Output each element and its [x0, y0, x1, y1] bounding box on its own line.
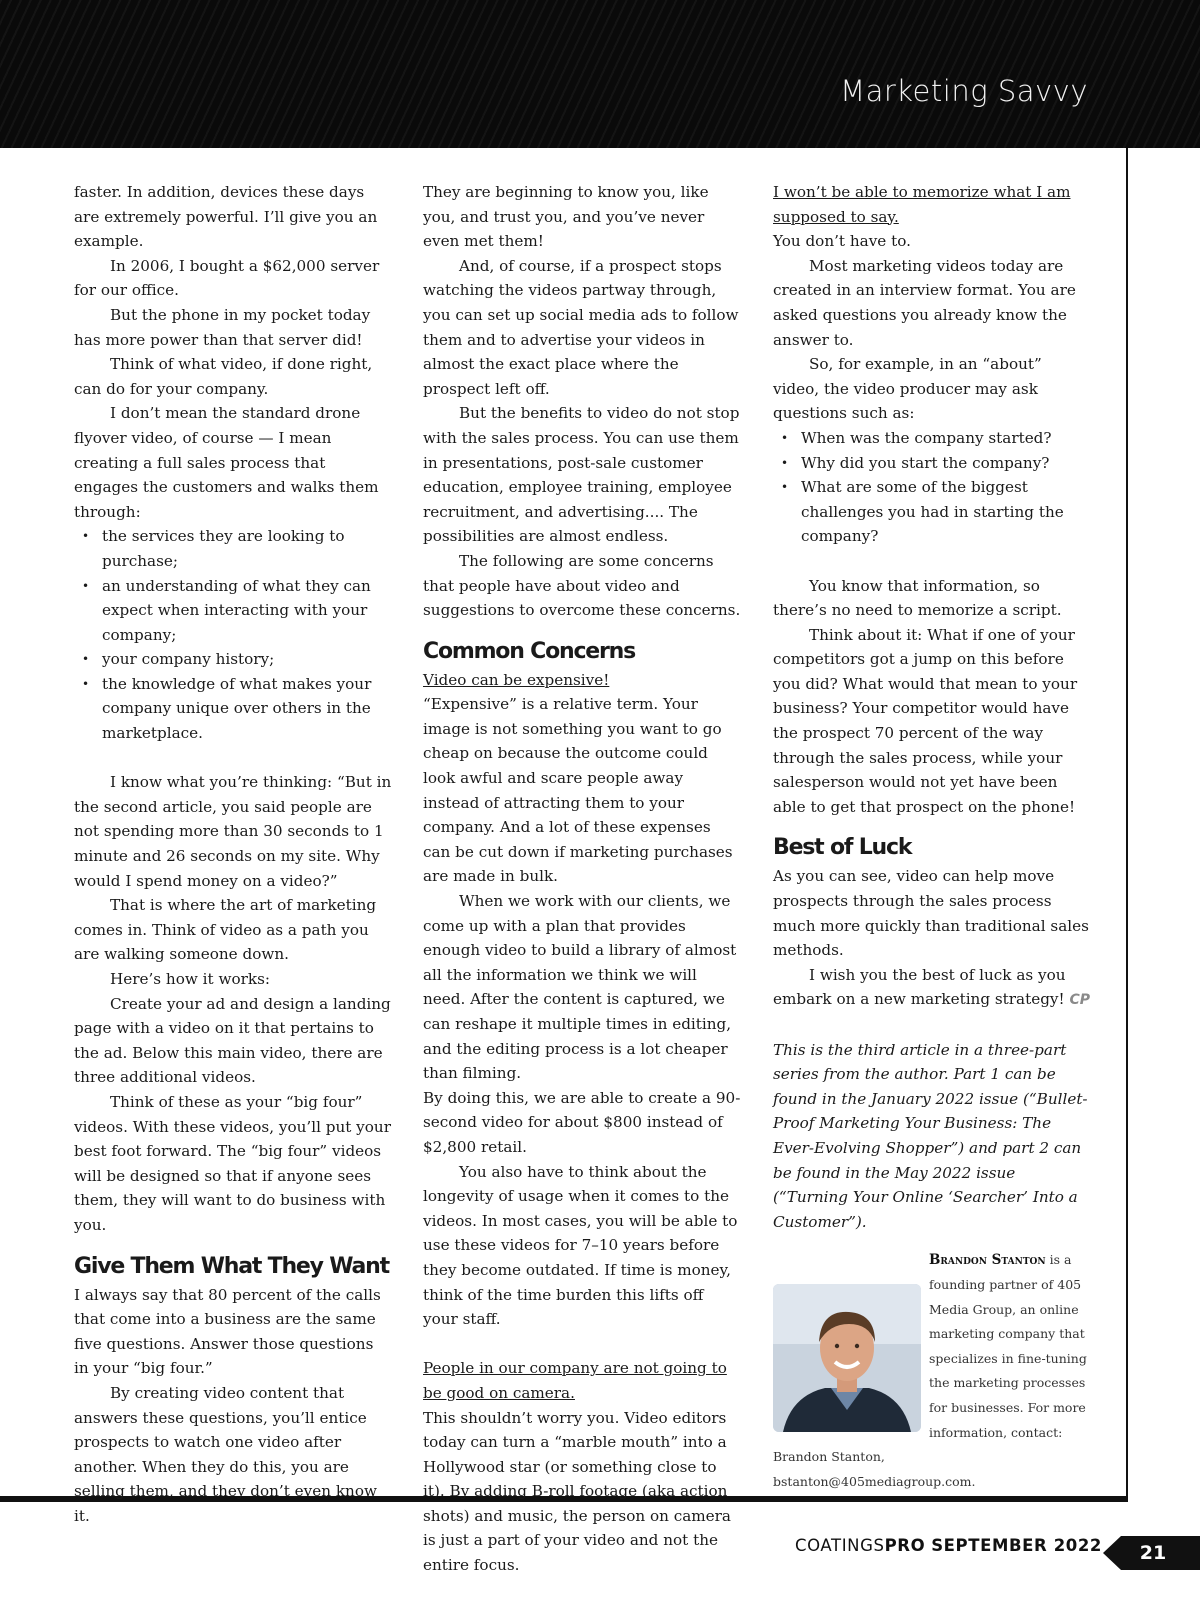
closing-text: I wish you the best of luck as you embark on a new marketing strategy! [773, 965, 1066, 1009]
spacer [773, 549, 1091, 574]
column-3 [773, 180, 1091, 1494]
subheading: Give Them What They Want [74, 1253, 389, 1279]
paragraph: The following are some concerns that people have about video and suggestions to overcome these concerns. [423, 551, 741, 620]
spacer [773, 1013, 1091, 1038]
list-item: • your company history; [102, 647, 392, 672]
series-note: This is the third article in a three-part series from the author. Part 1 can be found in the January 2022 issue (“Bullet-Proof Marketing Your Business: The Ever-Evolving Shopper”) and part 2 can be found in the May 2022 issue (“Turning Your Online ‘Searcher’ Into a Customer”). [773, 1040, 1088, 1231]
list-item: • an understanding of what they can expect when interacting with your company; [102, 574, 392, 648]
paragraph: Most marketing videos today are created in an interview format. You are asked questions you already know the answer to. [773, 256, 1076, 349]
section-title: Marketing Savvy [840, 74, 1088, 108]
paragraph: This shouldn’t worry you. Video editors today can turn a “marble mouth” into a Hollywood star (or something close to it). By adding B-roll footage (aka action shots) and music, the person on camera is just a part of your video and not the entire focus. [423, 1408, 731, 1575]
list-item: • When was the company started? [801, 426, 1091, 451]
spacer [74, 746, 392, 771]
column-2 [423, 180, 741, 1578]
paragraph: “Expensive” is a relative term. Your image is not something you want to go cheap on because the outcome could look awful and scare people away instead of attracting them to your company. And a lot of these expenses can be cut down if marketing purchases are made in bulk. [423, 695, 733, 886]
bullet-list [74, 524, 392, 745]
spacer [423, 1332, 741, 1357]
paragraph: I don’t mean the standard drone flyover video, of course — I mean creating a full sales process that engages the customers and walks them through: [74, 404, 379, 521]
paragraph: As you can see, video can help move prospects through the sales process much more quickly than traditional sales methods. [773, 867, 1089, 960]
author-portrait-icon [773, 1284, 921, 1432]
list-item: • the services they are looking to purchase; [102, 524, 392, 573]
list-item: • Why did you start the company? [801, 451, 1091, 476]
paragraph: You know that information, so there’s no need to memorize a script. [773, 576, 1062, 620]
bullet-list [773, 426, 1091, 549]
paragraph: Think about it: What if one of your competitors got a jump on this before you did? What would that mean to your business? Your competitor would have the prospect 70 percent of the way through the sales process, while your salesperson would not yet have been able to get that prospect on the phone! [773, 625, 1078, 816]
paragraph: By creating video content that answers these questions, you’ll entice prospects to watch one video after another. When they do this, you are selling them, and they don’t even know it. [74, 1383, 377, 1525]
brand-coatings: COATINGS [795, 1536, 885, 1555]
brand-pro: PRO [884, 1536, 926, 1555]
column-1 [74, 180, 392, 1528]
concern-heading: Video can be expensive! [423, 670, 610, 689]
paragraph: But the phone in my pocket today has more power than that server did! [74, 305, 371, 349]
paragraph: Create your ad and design a landing page with a video on it that pertains to the ad. Below this main video, there are three additional videos. [74, 994, 391, 1087]
concern-heading: People in our company are not going to be good on camera. [423, 1359, 727, 1402]
issue-date: SEPTEMBER 2022 [931, 1536, 1103, 1555]
concern-heading: I won’t be able to memorize what I am supposed to say. [773, 183, 1071, 226]
paragraph: So, for example, in an “about” video, the video producer may ask questions such as: [773, 355, 1042, 423]
list-item: • What are some of the biggest challenges you had in starting the company? [801, 475, 1091, 549]
paragraph: In 2006, I bought a $62,000 server for our office. [74, 256, 380, 300]
paragraph: You also have to think about the longevity of usage when it comes to the videos. In most cases, you will be able to use these videos for 7–10 years before they become outdated. If time is money, think of the time burden this lifts off your staff. [423, 1162, 738, 1329]
paragraph: You don’t have to. [773, 232, 911, 251]
paragraph: I know what you’re thinking: “But in the second article, you said people are not spending more than 30 seconds to 1 minute and 26 seconds on my site. Why would I spend money on a video?” [74, 773, 392, 890]
paragraph: By doing this, we are able to create a 90-second video for about $800 instead of $2,800 retail. [423, 1088, 741, 1156]
paragraph: Here’s how it works: [110, 970, 270, 988]
subheading: Common Concerns [423, 638, 636, 664]
paragraph: faster. In addition, devices these days are extremely powerful. I’ll give you an example. [74, 183, 378, 251]
paragraph: They are beginning to know you, like you, and trust you, and you’ve never even met them! [423, 183, 709, 251]
paragraph: Think of these as your “big four” videos. With these videos, you’ll put your best foot forward. The “big four” videos will be designed so that if anyone sees them, they will want to do business with you. [74, 1092, 391, 1234]
paragraph: And, of course, if a prospect stops watching the videos partway through, you can set up social media ads to follow them and to advertise your videos in almost the exact place where the prospect left off. [423, 256, 739, 398]
right-rule [1126, 148, 1128, 1500]
paragraph: Think of what video, if done right, can do for your company. [74, 355, 373, 398]
list-item: • the knowledge of what makes your company unique over others in the marketplace. [102, 672, 392, 746]
footer-publication [795, 1536, 1102, 1555]
author-photo [773, 1284, 921, 1432]
end-mark: CP [1069, 992, 1090, 1009]
paragraph: When we work with our clients, we come up with a plan that provides enough video to build a library of almost all the information we think we will need. After the content is captured, we can reshape it multiple times in editing, and the editing process is a lot cheaper than filming. [423, 892, 737, 1083]
author-description: is a founding partner of 405 Media Group, an online marketing company that specializes in fine-tuning the marketing processes for businesses. For more information, contact: Brandon Stanton, bstanton@405mediagroup.com. [773, 1252, 1087, 1489]
paragraph: But the benefits to video do not stop with the sales process. You can use them in presentations, post-sale customer education, employee training, employee recruitment, and advertising.... The possibilities are almost endless. [423, 404, 740, 546]
paragraph: That is where the art of marketing comes in. Think of video as a path you are walking someone down. [74, 896, 377, 964]
page-number: 21 [1139, 1542, 1167, 1564]
author-bio [773, 1248, 1091, 1494]
paragraph [773, 963, 1091, 1013]
paragraph: I always say that 80 percent of the calls that come into a business are the same five questions. Answer those questions in your “big four.” [74, 1285, 381, 1378]
subheading: Best of Luck [773, 835, 912, 861]
author-name: Brandon Stanton [929, 1252, 1046, 1269]
